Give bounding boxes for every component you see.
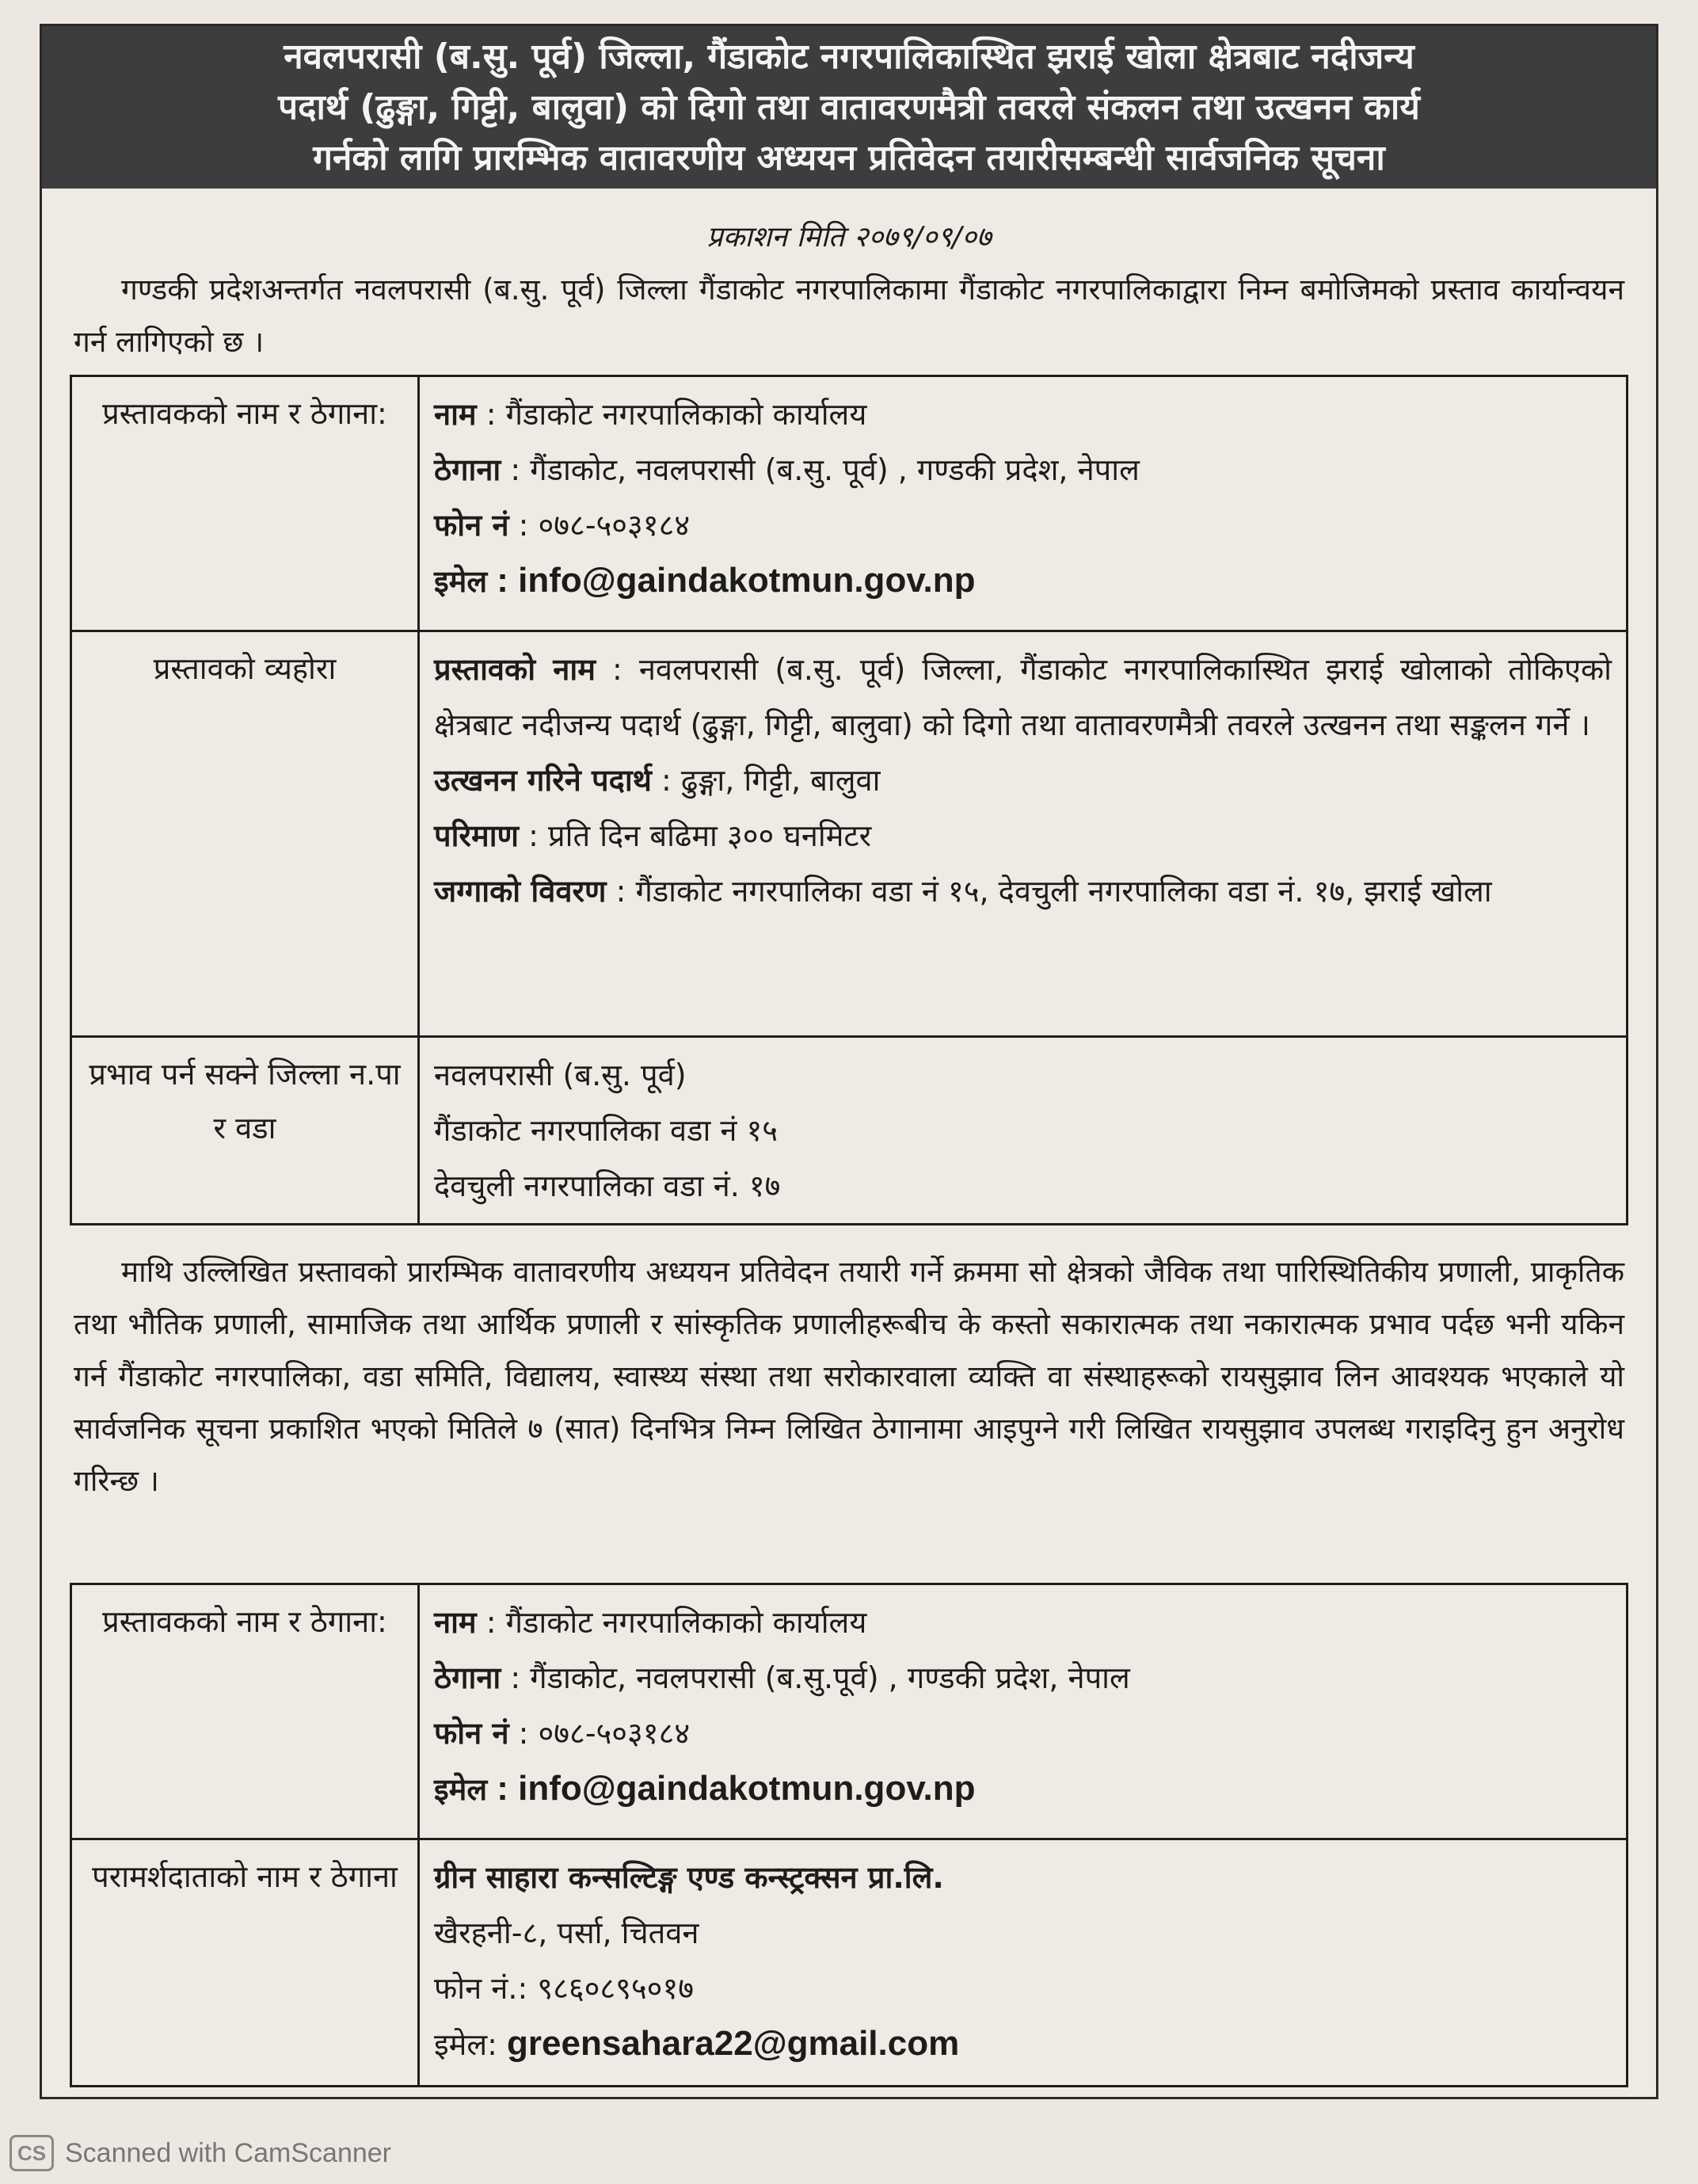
contact-address-label: ठेगाना (434, 1660, 501, 1695)
quantity-value: : प्रति दिन बढिमा ३०० घनमिटर (528, 818, 872, 853)
camscanner-logo-icon: CS (10, 2135, 54, 2171)
contact-proposer-row (71, 1584, 1628, 1839)
proposer-phone: : ०७८-५०३१८४ (518, 508, 691, 543)
proposal-name-label: प्रस्तावको नाम (434, 652, 596, 687)
proposer-address: : गैंडाकोट, नवलपरासी (ब.सु. पूर्व) , गण्डकी प्रदेश, नेपाल (510, 452, 1140, 487)
consultant-address: खैरहनी-८, पर्सा, चितवन (434, 1915, 699, 1950)
consultant-email: greensahara22@gmail.com (507, 2024, 960, 2063)
proposer-details (419, 376, 1628, 631)
contact-phone-label: फोन नं (434, 1716, 509, 1751)
proposal-description-row (71, 631, 1628, 1037)
impact-area-row (71, 1037, 1628, 1225)
material-value: : ढुङ्गा, गिट्टी, बालुवा (661, 763, 881, 798)
header-line-2: पदार्थ (ढुङ्गा, गिट्टी, बालुवा) को दिगो तथा वातावरणमैत्री तवरले संकलन तथा उत्खनन कार्य (278, 86, 1420, 128)
consultant-email-label: इमेल: (434, 2027, 497, 2062)
proposal-description (419, 631, 1628, 1037)
material-label: उत्खनन गरिने पदार्थ (434, 763, 652, 798)
consultant-phone: फोन नं.: ९८६०८९५०१७ (434, 1971, 694, 2006)
consultant-row (71, 1839, 1628, 2087)
consultant-company: ग्रीन साहारा कन्सल्टिङ्ग एण्ड कन्स्ट्रक्सन प्रा.लि. (434, 1860, 944, 1895)
proposal-table (70, 375, 1628, 1225)
camscanner-watermark (10, 2135, 391, 2171)
phone-label: फोन नं (434, 508, 509, 543)
location-label: जग्गाको विवरण (434, 874, 607, 909)
contact-proposer-details (419, 1584, 1628, 1839)
contact-name-label: नाम (434, 1605, 477, 1640)
publication-date: प्रकाशन मिति २०७९/०९/०७ (706, 221, 992, 253)
contact-phone: : ०७८-५०३१८४ (518, 1716, 691, 1751)
proposer-label: प्रस्तावकको नाम र ठेगाना: (71, 376, 419, 631)
address-label: ठेगाना (434, 452, 501, 487)
proposal-description-label: प्रस्तावको व्यहोरा (71, 631, 419, 1037)
notice-header (42, 26, 1656, 189)
camscanner-text: Scanned with CamScanner (65, 2137, 392, 2168)
proposal-name: : नवलपरासी (ब.सु. पूर्व) जिल्ला, गैंडाकोट नगरपालिकास्थित झराई खोलाको तोकिएको क्षेत्रबाट नदीजन्य पदार्थ (ढुङ्गा, गिट्टी, बालुवा) को दिगो तथा वातावरणमैत्री तवरले उत्खनन तथा सङ्कलन गर्ने । (434, 652, 1612, 742)
impact-area-details (419, 1037, 1628, 1225)
impact-area-label: प्रभाव पर्न सक्ने जिल्ला न.पा र वडा (71, 1037, 419, 1225)
contact-email-label: इमेल (434, 1772, 488, 1807)
header-line-3: गर्नको लागि प्रारम्भिक वातावरणीय अध्ययन प्रतिवेदन तयारीसम्बन्धी सार्वजनिक सूचना (313, 137, 1385, 178)
name-label: नाम (434, 397, 477, 432)
email-label: इमेल (434, 564, 488, 599)
contact-table (70, 1583, 1628, 2087)
impact-ward-2: देवचुली नगरपालिका वडा नं. १७ (434, 1168, 781, 1203)
location-value: : गैंडाकोट नगरपालिका वडा नं १५, देवचुली नगरपालिका वडा नं. १७, झराई खोला (615, 874, 1492, 909)
body-paragraph: माथि उल्लिखित प्रस्तावको प्रारम्भिक वातावरणीय अध्ययन प्रतिवेदन तयारी गर्ने क्रममा सो क्षेत्रको जैविक तथा पारिस्थितिकीय प्रणाली, प्राकृतिक तथा भौतिक प्रणाली, सामाजिक तथा आर्थिक प्रणाली र सांस्कृतिक प्रणालीहरूबीच के कस्तो सकारात्मक तथा नकारात्मक प्रभाव पर्दछ भनी यकिन गर्न गैंडाकोट नगरपालिका, वडा समिति, विद्यालय, स्वास्थ्य संस्था तथा सरोकारवाला व्यक्ति वा संस्थाहरूको रायसुझाव लिन आवश्यक भएकाले यो सार्वजनिक सूचना प्रकाशित भएको मितिले ७ (सात) दिनभित्र निम्न लिखित ठेगानामा आइपुग्ने गरी लिखित रायसुझाव उपलब्ध गराइदिनु हुन अनुरोध गरिन्छ । (74, 1255, 1624, 1498)
impact-district: नवलपरासी (ब.सु. पूर्व) (434, 1058, 687, 1092)
contact-name: : गैंडाकोट नगरपालिकाको कार्यालय (485, 1605, 867, 1640)
impact-ward-1: गैंडाकोट नगरपालिका वडा नं १५ (434, 1113, 779, 1148)
proposer-email: : info@gaindakotmun.gov.np (497, 561, 976, 600)
proposer-row (71, 376, 1628, 631)
consultant-label: परामर्शदाताको नाम र ठेगाना (71, 1839, 419, 2087)
quantity-label: परिमाण (434, 818, 520, 853)
proposer-name: : गैंडाकोट नगरपालिकाको कार्यालय (485, 397, 867, 432)
contact-email: : info@gaindakotmun.gov.np (497, 1769, 976, 1808)
header-line-1: नवलपरासी (ब.सु. पूर्व) जिल्ला, गैंडाकोट नगरपालिकास्थित झराई खोला क्षेत्रबाट नदीजन्य (284, 36, 1414, 77)
notice-page (40, 24, 1658, 2099)
intro-paragraph: गण्डकी प्रदेशअन्तर्गत नवलपरासी (ब.सु. पूर्व) जिल्ला गैंडाकोट नगरपालिकामा गैंडाकोट नगरपालिकाद्वारा निम्न बमोजिमको प्रस्ताव कार्यान्वयन गर्न लागिएको छ । (74, 273, 1624, 359)
consultant-details (419, 1839, 1628, 2087)
contact-proposer-label: प्रस्तावकको नाम र ठेगाना: (71, 1584, 419, 1839)
contact-address: : गैंडाकोट, नवलपरासी (ब.सु.पूर्व) , गण्डकी प्रदेश, नेपाल (510, 1660, 1130, 1695)
